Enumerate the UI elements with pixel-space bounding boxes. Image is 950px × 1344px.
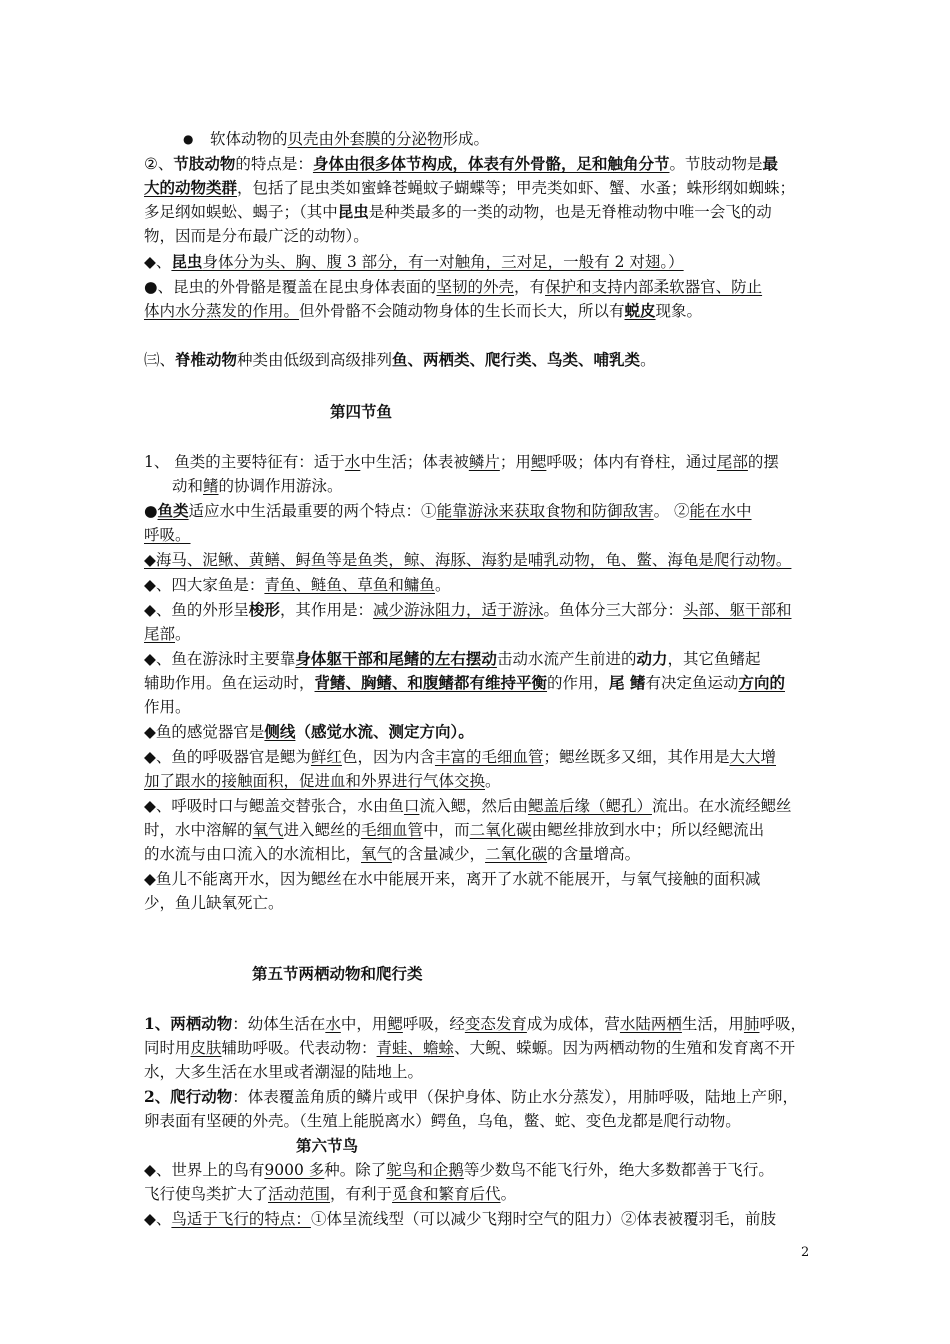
text-run: 成为成体，营 (526, 1015, 620, 1033)
text-line (144, 450, 814, 474)
text-run: 呼吸；体内有脊柱，通过 (546, 453, 717, 471)
text-run: 种类由低级到高级排列 (237, 351, 393, 369)
text-run: 物，因而是分布最广泛的动物）。 (144, 227, 369, 245)
text-run: 2、爬行动物 (144, 1087, 233, 1106)
text-run: 尾 鳍 (609, 673, 646, 692)
text-run: 贝壳由外套膜的分泌物 (287, 130, 443, 148)
text-line (144, 598, 814, 622)
text-run: 身体分为头、胸、腹 3 部分，有一对触角，三对足，一般有 2 对翅。） (202, 253, 684, 271)
text-line (144, 842, 814, 866)
text-run: 辅助作用。鱼在运动时， (144, 674, 315, 692)
text-run: 时，水中溶解的 (144, 821, 253, 839)
bullet-dot-icon: ● (183, 132, 194, 146)
text-line (144, 794, 814, 818)
text-run: 鳃 (530, 453, 547, 471)
text-run: 觅食和繁育后代 (392, 1185, 501, 1203)
section-heading: 第五节两栖动物和爬行类 (252, 964, 423, 983)
text-line (144, 891, 814, 915)
text-run: ◆鱼的感觉器官是 (144, 723, 265, 741)
text-run: 的摆 (747, 453, 779, 471)
text-run: 丰富的毛细血管 (434, 748, 544, 766)
text-run: ，其它鱼鳍起 (667, 650, 761, 668)
text-run: 毛细血管 (361, 821, 424, 839)
text-run: ；用 (499, 453, 531, 471)
text-run: 身体由很多体节构成，体表有外骨骼，足和触角分节 (312, 154, 670, 173)
text-line (144, 622, 814, 646)
text-run: 加了跟水的接触面积，促进血和外界进行气体交换 (144, 772, 486, 790)
text-run: 等少数鸟不能飞行外，绝大多数都善于飞行。 (463, 1161, 774, 1179)
text-run: ，其作用是： (279, 601, 373, 619)
text-run: ◆、四大家鱼是： (144, 576, 265, 594)
text-run: 少，鱼儿缺氧死亡。 (144, 894, 284, 912)
text-run: 飞行使鸟类扩大了 (144, 1185, 269, 1203)
text-run: 梭形 (248, 600, 280, 619)
text-run: 呼吸。 (144, 526, 191, 544)
text-run: 辅助呼吸。代表动物： (221, 1039, 377, 1057)
text-run: 。鱼体分三大部分： (543, 601, 683, 619)
text-line (144, 695, 814, 719)
text-run: 动力 (636, 649, 668, 668)
text-run: 。 (485, 772, 501, 790)
text-line (144, 499, 814, 523)
text-run: 9000 多 (264, 1161, 325, 1179)
text-run: 方向的 (738, 673, 785, 692)
text-run: ◆、世界上的鸟有 (144, 1161, 265, 1179)
text-run: 水，大多生活在水里或者潮湿的陆地上。 (144, 1063, 424, 1081)
text-line (144, 1182, 814, 1206)
text-line (144, 769, 814, 793)
text-run: 皮肤 (190, 1039, 222, 1057)
text-run: 适应水中生活最重要的两个特点：① (188, 502, 437, 520)
text-run: 软体动物的 (210, 130, 288, 148)
text-run: （感觉水流、测定方向）。 (295, 722, 474, 741)
text-run: 由鳃丝排放到水中；所以经鳃流出 (531, 821, 765, 839)
text-run: 活动范围 (268, 1185, 331, 1203)
text-run: 呼吸， (759, 1015, 806, 1033)
text-line (144, 671, 814, 695)
text-run: 多足纲如蜈蚣、蝎子；（其中 (144, 203, 338, 221)
text-run: 的水流与由口流入的水流相比， (144, 845, 362, 863)
text-run: 鱼类 (157, 501, 189, 520)
text-run: 的含量增高。 (547, 845, 641, 863)
text-run: 但外骨骼不会随动物身体的生长而长大，所以有 (299, 302, 625, 320)
text-run: 1、两栖动物 (144, 1014, 233, 1033)
text-run: 水陆两栖 (619, 1015, 682, 1033)
text-run: 。 (640, 351, 656, 369)
text-run: 中，用 (340, 1015, 388, 1033)
text-run: ● (144, 502, 158, 520)
text-run: ◆、鱼的外形呈 (144, 601, 249, 619)
text-line (144, 1158, 814, 1182)
text-run: 昆虫 (171, 252, 203, 271)
text-line (144, 548, 814, 572)
text-run: 蜕皮 (624, 301, 656, 320)
text-line (144, 275, 814, 299)
text-run: 的特点是： (235, 155, 313, 173)
text-run: ◆、鱼的呼吸器官是鳃为 (144, 748, 311, 766)
text-run: 鲜红 (310, 748, 342, 766)
text-line (144, 720, 814, 744)
text-run: 最 (762, 154, 778, 173)
text-line (144, 1036, 814, 1060)
text-line (144, 523, 814, 547)
text-run: 背鳍、胸鳍、和腹鳍都有维持平衡 (314, 673, 548, 692)
text-run: 形成。 (442, 130, 490, 148)
text-run: 。 (500, 1185, 517, 1203)
text-run: 的作用， (547, 674, 610, 692)
text-line (144, 818, 814, 842)
text-line (210, 127, 814, 151)
text-run: ：体表覆盖角质的鳞片或甲（保护身体、防止水分蒸发），用肺呼吸，陆地上产卵， (232, 1088, 799, 1106)
text-run: 种。除了 (324, 1161, 387, 1179)
text-line (144, 647, 814, 671)
page-number: 2 (801, 1245, 810, 1260)
text-line (144, 152, 814, 176)
text-run: 中生活；体表被 (360, 453, 469, 471)
text-run: 肺 (743, 1015, 760, 1033)
text-line (144, 348, 814, 372)
text-run: 是种类最多的一类的动物，也是无脊椎动物中唯一会飞的动 (368, 203, 772, 221)
text-run: 水 (344, 453, 361, 471)
text-run: 卵表面有坚硬的外壳。（生殖上能脱离水）鳄鱼，乌龟，鳖、蛇、变色龙都是爬行动物。 (144, 1112, 741, 1130)
text-run: 的含量减少， (392, 845, 486, 863)
text-run: 1、 鱼类的主要特征有：适于 (144, 453, 345, 471)
text-run: 进入鳃丝的 (283, 821, 362, 839)
text-line (144, 1085, 814, 1109)
text-run: ①体呈流线型（可以减少飞翔时空气的阻力）②体表被覆羽毛，前肢 (310, 1210, 776, 1228)
text-run: 。 (434, 576, 451, 594)
text-run: 减少游泳阻力，适于游泳 (372, 601, 544, 619)
text-run: ◆、呼吸时口与鳃盖交替张合，水由鱼 (144, 797, 404, 815)
text-run: ◆海马、泥鳅、黄鳝、鲟鱼等是鱼类，鲸、海豚、海豹是哺乳动物，龟、鳖、海龟是爬行动物。 (144, 551, 792, 569)
text-run: ◆、鱼在游泳时主要靠 (144, 650, 296, 668)
text-run: 大的动物类群 (144, 178, 238, 197)
text-run: 的协调作用游泳。 (218, 477, 343, 495)
text-run: 能在水中 (689, 502, 752, 520)
text-line (144, 250, 814, 274)
text-run: ◆、 (144, 253, 172, 271)
text-run: 色，因为内含 (341, 748, 435, 766)
text-run: 、大鲵、蝾螈。因为两栖动物的生殖和发育离不开 (454, 1039, 796, 1057)
text-run: 呼吸，经 (402, 1015, 465, 1033)
text-line (144, 745, 814, 769)
text-run: 体内水分蒸发的作用。 (144, 302, 300, 320)
text-run: 中，而 (423, 821, 470, 839)
text-line (144, 1012, 814, 1036)
text-run: 动和 (172, 477, 204, 495)
text-run: 鳞片 (468, 453, 500, 471)
text-run: ，有 (514, 278, 546, 296)
text-run: 生活，用 (681, 1015, 744, 1033)
text-run: 二氧化碳 (469, 821, 532, 839)
text-run: 。 ② (653, 502, 690, 520)
text-run: 尾部 (144, 625, 176, 643)
text-run: 鳃 (387, 1015, 403, 1033)
text-run: 击动水流产生前进的 (496, 650, 637, 668)
text-run: 氧气 (361, 845, 393, 863)
text-run: ，有利于 (330, 1185, 393, 1203)
text-run: ◆鱼儿不能离开水，因为鳃丝在水中能展开来，离开了水就不能展开，与氧气接触的面积减 (144, 870, 761, 888)
text-run: 流出。在水流经鳃丝 (651, 797, 792, 815)
text-line (144, 176, 814, 200)
text-run: 。 (175, 625, 191, 643)
section-heading: 第四节鱼 (330, 402, 393, 421)
text-run: 侧线 (264, 722, 296, 741)
text-run: 作用。 (144, 698, 191, 716)
text-run: 头部、躯干部和 (682, 601, 792, 619)
text-run: ㈢、 (144, 351, 176, 369)
text-run: 鳍 (203, 477, 219, 495)
text-run: 尾部 (716, 453, 748, 471)
text-run: 鱼、两栖类、爬行类、鸟类、哺乳类 (392, 350, 641, 369)
text-run: 二氧化碳 (485, 845, 548, 863)
text-line (144, 1060, 814, 1084)
text-run: ；鳃丝既多又细，其作用是 (543, 748, 730, 766)
text-line (172, 474, 814, 498)
text-line (144, 573, 814, 597)
text-run: 鸵鸟和企鹅 (386, 1161, 464, 1179)
text-run: 氧气 (252, 821, 284, 839)
section-heading: 第六节鸟 (296, 1136, 359, 1155)
text-run: 青鱼、鲢鱼、草鱼和鳙鱼 (264, 576, 435, 594)
text-run: ●、昆虫的外骨骼是覆盖在昆虫身体表面的 (144, 278, 437, 296)
text-line (144, 1109, 814, 1133)
text-line (144, 867, 814, 891)
text-run: ，包括了昆虫类如蜜蜂苍蝇蚊子蝴蝶等；甲壳类如虾、蟹、水蚤；蛛形纲如蜘蛛； (237, 179, 796, 197)
text-run: 节肢动物 (173, 154, 236, 173)
text-run: 坚韧的外壳 (436, 278, 515, 296)
text-run: 鸟适于飞行的特点： (171, 1210, 311, 1228)
text-run: ②、 (144, 155, 174, 173)
text-run: 鳃盖后缘（鳃孔） (527, 797, 652, 815)
text-run: 昆虫 (337, 202, 369, 221)
text-run: 脊椎动物 (175, 350, 238, 369)
text-line (144, 299, 814, 323)
text-run: 口 (403, 797, 420, 815)
text-run: 保护和支持内部柔软器官、防止 (545, 278, 763, 296)
text-run: 能靠游泳来获取食物和防御敌害 (436, 502, 654, 520)
text-run: ◆、 (144, 1210, 172, 1228)
text-run: 有决定鱼运动 (645, 674, 739, 692)
text-run: 流入鳃，然后由 (419, 797, 528, 815)
text-run: 。节肢动物是 (669, 155, 763, 173)
text-line (144, 200, 814, 224)
text-run: ：幼体生活在 (232, 1015, 326, 1033)
text-line (144, 224, 814, 248)
text-run: 青蛙、蟾蜍 (376, 1039, 455, 1057)
text-run: 水 (325, 1015, 341, 1033)
text-run: 现象。 (655, 302, 703, 320)
text-run: 大大增 (729, 748, 776, 766)
text-run: 变态发育 (464, 1015, 527, 1033)
text-line (144, 1207, 814, 1231)
text-run: 同时用 (144, 1039, 191, 1057)
text-run: 身体躯干部和尾鳍的左右摆动 (295, 649, 497, 668)
